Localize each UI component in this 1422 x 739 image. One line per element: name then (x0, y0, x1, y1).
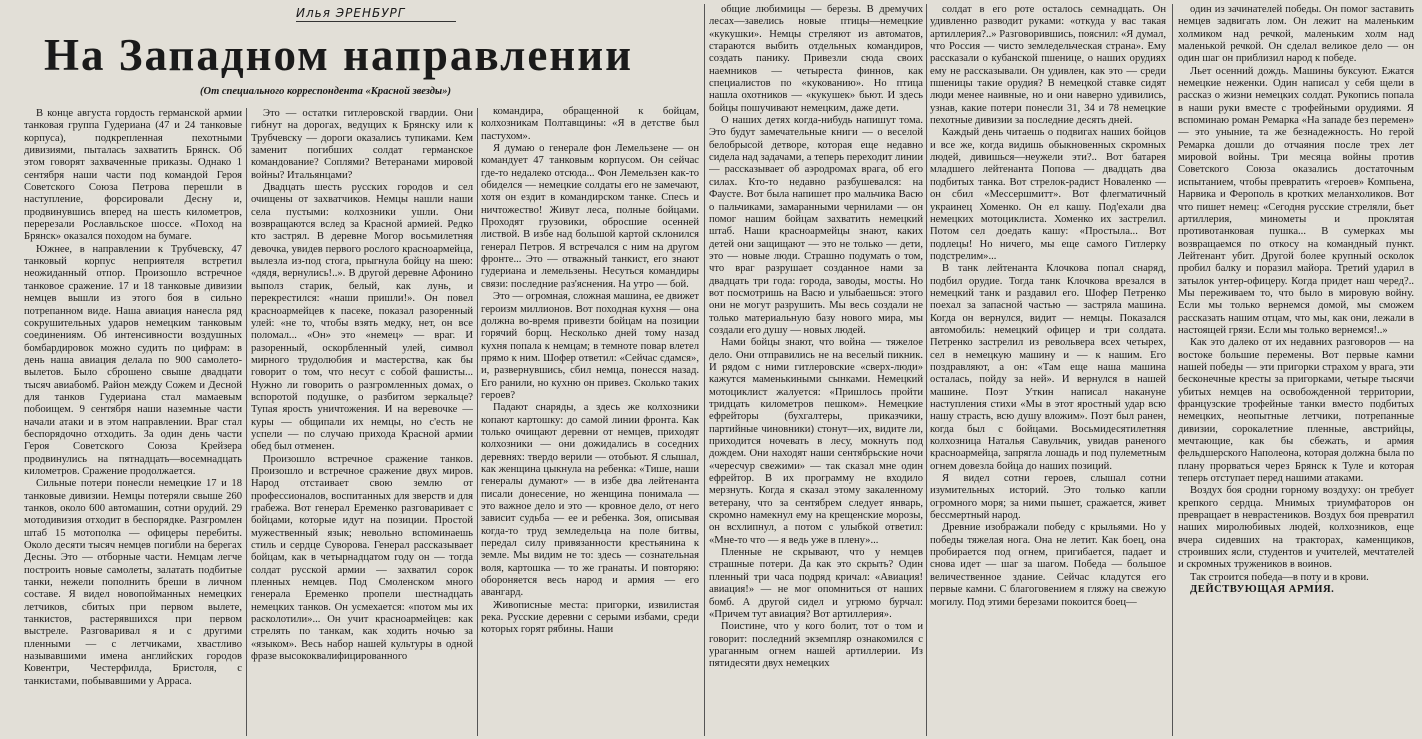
paragraph: Это — остатки гитлеровской гвардии. Они гибнут на дорогах, ведущих к Брянску или к Трубчевску — дороги оказались тупиками. Кем заменит погибших солдат германское командование? Соплями? Ветеранами мировой войны? Итальянцами? (251, 108, 473, 181)
paragraph: Поистине, что у кого болит, тот о том и говорит: последний экземпляр ознакомился с ураганным огнем нашей артиллерии. Из пятидесяти двух немецких (709, 621, 923, 670)
paragraph: Льет осенний дождь. Машины буксуют. Ежатся немецкие неженки. Один написал у себя щели в рассказ о жизни немецких солдат. Рукопись попала в наши руки вместе с трофейными орудиями. Я вспоминаю роман Ремарка «На западе без перемен» — это уныние, та же безнадежность. Но герой Ремарка дошли до отчаяния после трех лет мировой войны. Три месяца войны против Советского Союза оказались достаточным испытанием, чтобы превратить «героев» Компьена, Нарвика и Ферополь в кротких меланхоликов. Вот что пишет немец: «Сегодня русские стреляли, бьет артиллерия, минометы и проклятая противотанковая пушка... В сумерках мы возвращаемся по откосу на командный пункт. Лейтенант убит. Другой более крупный осколок пробил балку и поразил майора. Третий ударил в затылок унтер-офицеру. Когда придет наш черед?.. Мы переживаем то, что было в мировую войну. Если мы только вернемся домой, мы сможем рассказать нашим отцам, что мы, как они, лежали в настоящей грязи. Если мы только вернемся!..» (1178, 65, 1414, 336)
article-column-3 (481, 106, 699, 738)
headline: На Западном направлении (44, 30, 634, 80)
paragraph: Сильные потери понесли немецкие 17 и 18 танковые дивизии. Немцы потеряли свыше 260 танков, около 600 автомашин, сотни орудий. 29 мотодивизия отходит в беспорядке. Разгромлен штаб 15 мотополка — офицеры перебиты. Около десяти тысяч немцев погибли на берегах Десны. Это — отборные части. Немцам легче построить новые самолеты, залатать подбитые танки, нежели пополнить бреши в личном составе. Я видел новопойманных немецких летчиков, сбитых при первом вылете, танкистов, растерявшихся при первом выстреле. Разговаривал я и с другими пленными — с летчиками, хвастливо называвшими имена английских городов Ковентри, Честерфилда, Бристоля, с танкистами, побывавшими у Арраса. (24, 478, 242, 687)
paragraph: Воздух боя сродни горному воздуху: он требует крепкого сердца. Мнимых триумфаторов он превращает в неврастеников. Воздух боя превратил наших миролюбивых людей, колхозников, еще вчера сидевших на тракторах, каменщиков, строивших ясли, студентов и учителей, мечтателей и скромных тружеников в воинов. (1178, 485, 1414, 571)
paragraph: О наших детях когда-нибудь напишут тома. Это будут замечательные книги — о веселой белобрысой детворе, которая еще недавно сидела над задачами, а теперь переходит линии — рассказывает об аэродромах врага, об его силах. Кто-то недавно разбушевался: на Фаусте. Вот была напишет про мальчика Васю о пальчиками, замаранными чернилами — он помог нашим бойцам захватить немецкий штаб. Наши красноармейцы знают, каких детей они защищают — это не только — дети, это — новые люди. Страшно подумать о том, что враг разрушает созданное нами за двадцать три года: города, заводы, мосты. Но вот посмотришь на Васю и улыбаешься: этого они не могут разрушить. Мы весь создали не только материальную базу нового мира, мы создали его душу — новых людей. (709, 115, 923, 336)
article-column-4 (709, 4, 923, 738)
byline: Илья ЭРЕНБУРГ (296, 6, 456, 22)
paragraph: один из зачинателей победы. Он помог заставить немцев задвигать лом. Он лежит на маленьким холмиком над речкой, маленьким холм над маленькой речкой. Он сделал великое дело — он один шаг он приблизил народ к победе. (1178, 4, 1414, 65)
paragraph: Живописные места: пригорки, извилистая река. Русские деревни с серыми избами, среди которых горят рябины. Наши (481, 599, 699, 636)
column-rule (704, 4, 705, 736)
paragraph: Это — огромная, сложная машина, ее движет героизм миллионов. Вот походная кухня — она должна во-время привезти бойцам на позиции горячий борщ. Несколько дней тому назад кухня попала к немцам; в темноте повар влетел прямо к ним. Шофер ответил: «Сейчас сдамся», и, развернувшись, сбил немца, понесся назад. Его ранили, но кухню он привез. Сколько таких героев? (481, 291, 699, 401)
paragraph: Я видел сотни героев, слышал сотни изумительных историй. Это только капли огромного моря; за ними пышет, сражается, живет бессмертный народ. (930, 473, 1166, 522)
column-rule (246, 108, 247, 736)
paragraph: Я думаю о генерале фон Лемельзене — он командует 47 танковым корпусом. Он сейчас где-то недалеко отсюда... Фон Лемельзен как-то обиделся — немецкие солдаты его не замечают, хотя он ездит в командирском танке. Спесь и ничтожество! Живут леса, полные бойцами. Проходят грузовики, обросшие осенней листвой. В избе над большой картой склонился генерал Петров. Я встречался с ним на другом фронте... Это — отважный танкист, его знают гудериана и лемельзены. Несуться командиры связи: последние раз'яснения. На утро — бой. (481, 143, 699, 290)
paragraph: солдат в его роте осталось семнадцать. Он удивленно разводит руками: «откуда у вас такая артиллерия?..» Разговорившись, пояснил: «Я думал, что Россия — чисто земледельческая страна». Ему рассказали о кубанской пшенице, о наших орудиях ему не рассказывали. Он удивлен, как это — среди пшеницы такие орудия? В немецкой ставке сидят люди менее наивные, но и они наверно удивились, узнав, какие потери понесли 31, 34 и 78 немецкие пехотные дивизии за последние десять дней. (930, 4, 1166, 127)
paragraph: общие любимицы — березы. В дремучих лесах—завелись новые птицы—немецкие «кукушки». Немцы стреляют из автоматов, стараются выбить отдельных командиров, создать панику. Привезли сюда своих наемников — четыреста финнов, как специалистов по «кукованию». Но птица нашла охотников — «кукушек» бьют. И здесь бойцы пошучивают немецким, даже дети. (709, 4, 923, 114)
article-column-2 (251, 108, 473, 738)
paragraph: Южнее, в направлении к Трубчевску, 47 танковый корпус неприятеля встретил неожиданный отпор. Произошло встречное танковое сражение. 17 и 18 танковые дивизии немцев вышли из этого боя в сильно потрепанном виде. Наша авиация нанесла ряд сокрушительных ударов немецким танковым соединениям. Об интенсивности воздушных бомбардировок можно судить по цифрам: в день наша авиация делала по 900 самолето-вылетов. Было сброшено свыше двадцати тысяч авиабомб. Район между Сожем и Десной для танков Гудериана стал мамаевым побоищем. 9 сентября наши наземные части начали атаки и в этом направлении. Враг стал беспорядочно отходить. За один день части Героя Советского Союза Крейзера продвинулись на пятнадцать—восемнадцать километров. Сражение продолжается. (24, 243, 242, 477)
column-rule (926, 4, 927, 736)
paragraph: В конце августа гордость германской армии танковая группа Гудериана (47 и 24 танковые корпуса), подкрепленная пехотными дивизиями, пыталась захватить Брянск. Об этом говорят захваченные приказы. Однако 1 сентября наши части под командой Героя Советского Союза Петрова перешли в наступление, форсировали Десну и, продвинувшись вперед на шесть километров, перерезали Рославльское шоссе. «Поход на Брянск» оказался походом на бумаге. (24, 108, 242, 243)
paragraph: Двадцать шесть русских городов и сел очищены от захватчиков. Немцы нашли наши села пустыми: колхозники ушли. Они возвращаются вслед за Красной армией. Редко кто застрял. В деревне Могор восьмилетняя девочка, увидев первого рослого красноармейца, вылезла из-под стога, прыгнула бойцу на шею: «дядя, вернулись!..». В другой деревне Афонино выполз старик, белый, как лунь, и перекрестился: «наши пришли!». Он повел красноармейцев к пасеке, показал разоренный улей: «не то, чтобы взять медку, нет, он все поломал... «Он» это «немец» — враг. И разоренный, оскорбленный улей, символ мирного трудолюбия и мастерства, как бы говорит о том, что несут с собой фашисты... Нужно ли говорить о разгромленных домах, о вспоротой подушке, о разбитом зеркальце? Тупая ярость уничтожения. И на веревочке — куры — общипали их немцы, но с'есть не успели — по случаю прихода Красной армии обед был отменен. (251, 182, 473, 453)
paragraph: Произошло встречное сражение танков. Произошло и встречное сражение двух миров. Народ отстаивает свою землю от профессионалов, воспитанных для зверств и для грабежа. Вот генерал Еременко разговаривает с бойцами, которые идут на позиции. Простой мужественный язык; невольно вспоминаешь стиль и сердце Суворова. Генерал рассказывает бойцам, как в четырнадцатом году он — тогда солдат русской армии — захватил сорок пленных немцев. Под Смоленском много генерала Еременко пропели шестнадцать немецких танков. Он усмехается: «потом мы их расколотили»... Он учит красноармейцев: как стрелять по танкам, как ходить ночью за «языком». Весь набор нашей культуры в одной фразе высококвалифицированного (251, 453, 473, 663)
paragraph: Пленные не скрывают, что у немцев страшные потери. Да как это скрыть? Один пленный три часа подряд кричал: «Авиация! авиация!» — не мог опомниться от наших бомб. А другой сидел и угрюмо бурчал: «Причем тут авиация? Вот артиллерия». (709, 547, 923, 620)
signature: ДЕЙСТВУЮЩАЯ АРМИЯ. (1190, 584, 1335, 596)
column-rule (477, 108, 478, 736)
paragraph: командира, обращенной к бойцам, колхозникам Полтавщины: «Я в детстве был пастухом». (481, 106, 699, 142)
paragraph: Так строится победа—в поту и в крови. (1190, 571, 1369, 583)
article-column-6 (1178, 4, 1414, 738)
paragraph: Нами бойцы знают, что война — тяжелое дело. Они отправились не на веселый пикник. И рядом с ними гитлеровские «сверх-люди» кажутся маменькиными сынками. Немецкий мотоциклист жалуется: «Пришлось пройти тридцать километров пешком». Немецкие ефрейторы (бухгалтеры, приказчики, партийные чиновники) стонут—их, видите ли, приходится ночевать в лесу, мокнуть под дождем. Они находят наши сентябрьские ночи «чересчур свежими» — так сказал мне один ефрейтор. В их программу не входило мерзнуть. Когда я сказал этому закаленному ветерану, что за сентябрем следует январь, скромно намекнул ему на крещенские морозы, он всхлипнул, а потом с улыбкой ответил: «Мне-то что — я ведь уже в плену»... (709, 337, 923, 546)
article-column-1 (24, 108, 242, 738)
paragraph: Как это далеко от их недавних разговоров — на востоке большие перемены. Вот первые камни нашей победы — эти пригорки страхом у врага, эти бесконечные кресты за пригорками, четыре тысячи убитых немцев на освобожденной территории, французские трофейные танки вместо подбитых немецких, неопытные летчики, потрепанные дивизии, сорокалетние пленные, австрийцы, мечтающие, как бы сбежать, и армия фельдшерского Наполеона, которая должна была по плану прорваться через Брянск к Туле и которая теперь отступает перед нашими атаками. (1178, 337, 1414, 485)
paragraph: Падают снаряды, а здесь же колхозники копают картошку: до самой линии фронта. Как только очищают деревни от немцев, приходят колхозники — они дожидались в соседних деревнях: твердо верили — отобьют. Я слышал, как женщина цыкнула на ребенка: «Тише, наши генералы думают» — в избе два лейтенанта писали донесение, но женщина понимала — это важное дело и это — кровное дело, от него зависит судьба — ее и ребенка. Зоя, описывая когда-то труд земледельца на поле битвы, передал силу привязанности крестьянина к земле. Мы видим не то: здесь — сознательная воля, картошка — то же гранаты. И повторяю: обороняется весь народ и армия — его авангард. (481, 402, 699, 599)
paragraph: Древние изображали победу с крыльями. Но у победы тяжелая нога. Она не летит. Как боец, она пробирается под огнем, пригибается, падает и снова идет — шаг за шагом. Победа — большое величественное здание. Сейчас кладутся его первые камни. С благоговением я гляжу на свежую могилу. Под этими березами покоится боец— (930, 522, 1166, 608)
column-rule (1172, 4, 1173, 736)
article-column-5 (930, 4, 1166, 738)
paragraph: Каждый день читаешь о подвигах наших бойцов и все же, когда видишь обыкновенных скромных людей, дивишься—неужели эти?.. Вот батарея младшего лейтенанта Попова — двадцать два подбитых танка. Вот стрелок-радист Новаленко — он сбил «Мессершмитт». Вот флегматичный украинец Хоменко. Он ел кашу. Под'ехали два немецких мотоциклиста. Хоменко их застрелил. Потом сел доедать кашу: «Простыла... Вот подлецы! Но ничего, мы еще самого Гитлерку подстрелим»... (930, 127, 1166, 262)
paragraph: В танк лейтенанта Клочкова попал снаряд, подбил орудие. Тогда танк Клочкова врезался в немецкий танк и раздавил его. Шофер Петренко поехал за запасной частью — застряла машина. Когда он вернулся, видит — немцы. Показался автомобиль: немецкий офицер и три солдата. Петренко застрелил из револьвера всех четырех, сел в немецкую машину и — к нашим. Его поздравляют, а он: «Там еще наша машина осталась, пойду за ней». И вернулся в нашей машине. Поэт Уткин написал накануне наступления стихи «Мы в этот яростный удар всю нашу страсть, всю душу вложим». Поэт был ранен, когда был с бойцами. Восьмидесятилетняя колхозница Наталья Савульчик, увидав раненого красноармейца, запрягла лошадь и под пулеметным огнем довезла бойца до наших позиций. (930, 263, 1166, 472)
subtitle: (От специального корреспондента «Красной звезды») (200, 86, 451, 97)
